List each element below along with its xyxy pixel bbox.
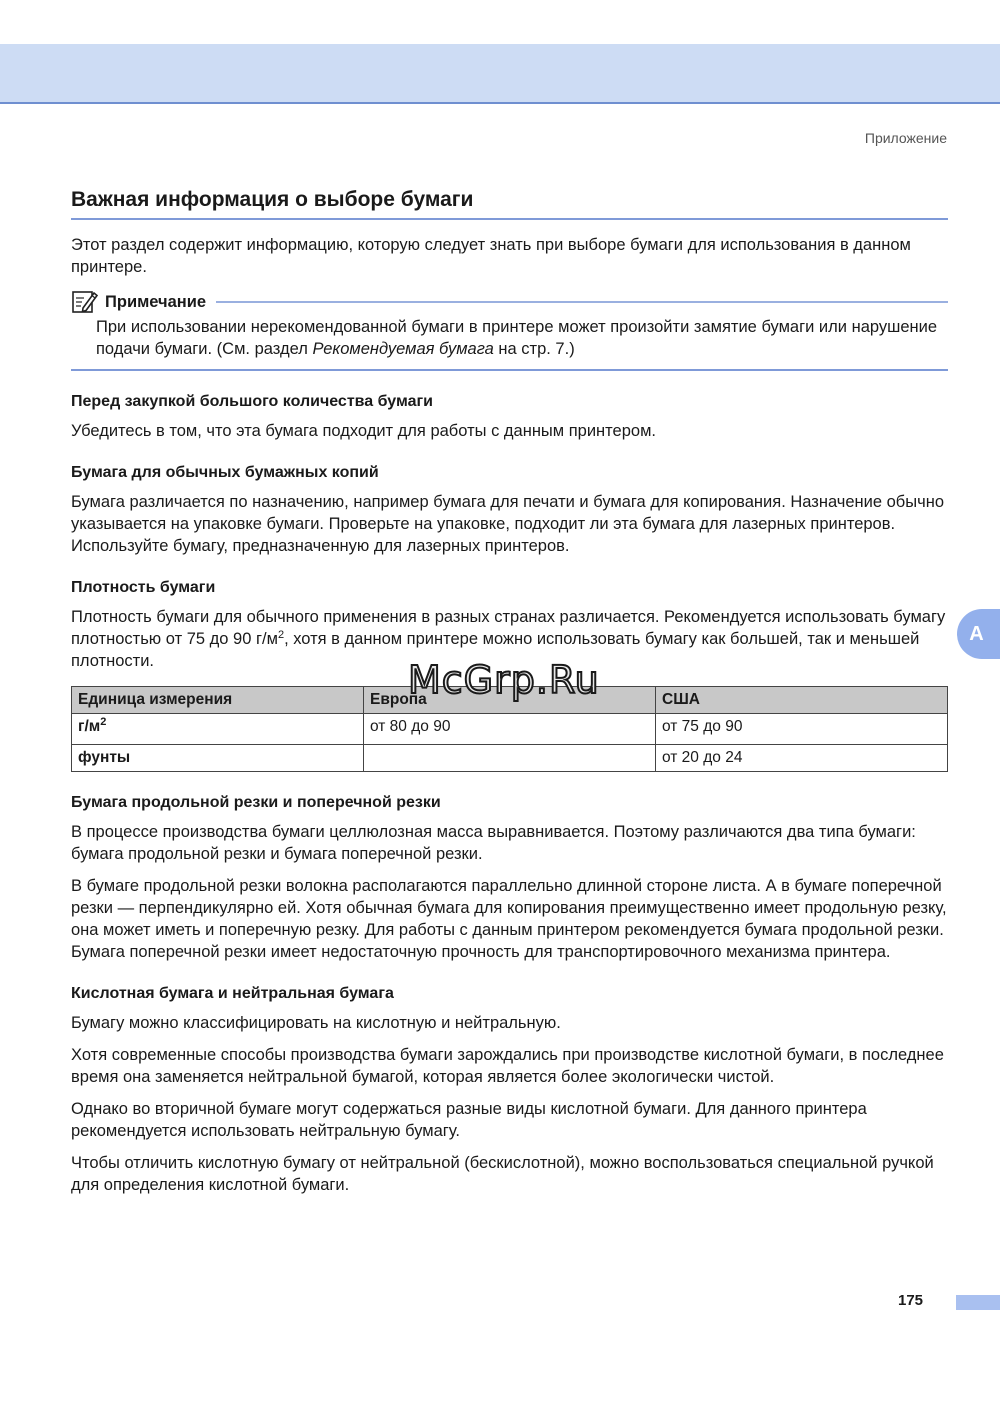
grain-paragraph-2: В бумаге продольной резки волокна располагаются параллельно длинной стороне листа. А в бумаге поперечной резки — перпендикулярно ей. Хотя обычная бумага для копирования преимущественно имеет продольную резку, она может иметь и поперечную резку. Для работы с данным принтером рекомендуется бумага продольной резки. Бумага поперечной резки имеет недостаточную прочность для транспортировочного механизма принтера. <box>71 877 947 961</box>
intro-paragraph: Этот раздел содержит информацию, которую следует знать при выборе бумаги для использования в данном принтере. <box>71 236 911 276</box>
heading-plain-paper: Бумага для обычных бумажных копий <box>71 464 379 481</box>
section-label: Приложение <box>864 130 947 146</box>
table-cell: от 80 до 90 <box>364 714 656 745</box>
table-header: США <box>656 687 948 714</box>
note-title: Примечание <box>105 292 207 311</box>
appendix-side-tab: A <box>957 609 1000 659</box>
acid-paragraph-1: Бумагу можно классифицировать на кислотную и нейтральную. <box>71 1014 561 1032</box>
note-rule <box>216 301 948 303</box>
acid-paragraph-3: Однако во вторичной бумаге могут содержаться разные виды кислотной бумаги. Для данного принтера рекомендуется использовать нейтральную бумагу. <box>71 1100 867 1140</box>
note-text: При использовании нерекомендованной бумаги в принтере может произойти замятие бумаги или нарушение подачи бумаги. (См. раздел Рекомендуемая бумага на стр. 7.) <box>96 318 938 358</box>
purchase-paragraph: Убедитесь в том, что эта бумага подходит для работы с данным принтером. <box>71 422 656 440</box>
page-number: 175 <box>898 1292 924 1309</box>
table-cell-unit: $г/м^2$ <box>72 714 364 745</box>
grain-paragraph-1: В процессе производства бумаги целлюлозная масса выравнивается. Поэтому различаются два типа бумаги: бумага продольной резки и бумага поперечной резки. <box>71 823 916 863</box>
acid-paragraph-4: Чтобы отличить кислотную бумагу от нейтральной (бескислотной), можно воспользоваться специальной ручкой для определения кислотной бумаги. <box>71 1154 934 1194</box>
table-cell: от 20 до 24 <box>656 745 948 772</box>
heading-weight: Плотность бумаги <box>71 579 216 596</box>
acid-paragraph-2: Хотя современные способы производства бумаги зарождались при производстве кислотной бумаги, в последнее время она заменяется нейтральной бумагой, которая является более экологически чистой. <box>71 1046 944 1086</box>
table-cell: от 75 до 90 <box>656 714 948 745</box>
weight-paragraph: Плотность бумаги для обычного применения в разных странах различается. Рекомендуется использовать бумагу плотностью от 75 до 90 $г/м^2$, хотя в данном принтере можно использовать бумагу как большей, так и меньшей плотности. <box>71 608 946 670</box>
table-header: Единица измерения <box>72 687 364 714</box>
heading-purchase: Перед закупкой большого количества бумаги <box>71 393 434 410</box>
header-band <box>0 44 1000 104</box>
watermark: McGrp.Ru <box>408 658 600 702</box>
note-box <box>71 288 948 371</box>
note-header <box>71 288 948 316</box>
table-cell-unit: фунты <box>72 745 364 772</box>
page-number-bar <box>956 1295 1000 1310</box>
page-title: Важная информация о выборе бумаги <box>71 188 948 220</box>
table-cell <box>364 745 656 772</box>
table-row <box>72 745 948 772</box>
table-header: Европа <box>364 687 656 714</box>
heading-acid: Кислотная бумага и нейтральная бумага <box>71 985 394 1002</box>
heading-grain: Бумага продольной резки и поперечной резки <box>71 794 441 811</box>
plain-paper-paragraph: Бумага различается по назначению, например бумага для печати и бумага для копирования. Назначение обычно указывается на упаковке бумаги. Проверьте на упаковке, подходит ли эта бумага для лазерных принтеров. Используйте бумагу, предназначенную для лазерных принтеров. <box>71 493 945 555</box>
note-link[interactable]: Рекомендуемая бумага <box>312 340 494 358</box>
note-pencil-icon <box>71 289 99 315</box>
table-row <box>72 714 948 745</box>
